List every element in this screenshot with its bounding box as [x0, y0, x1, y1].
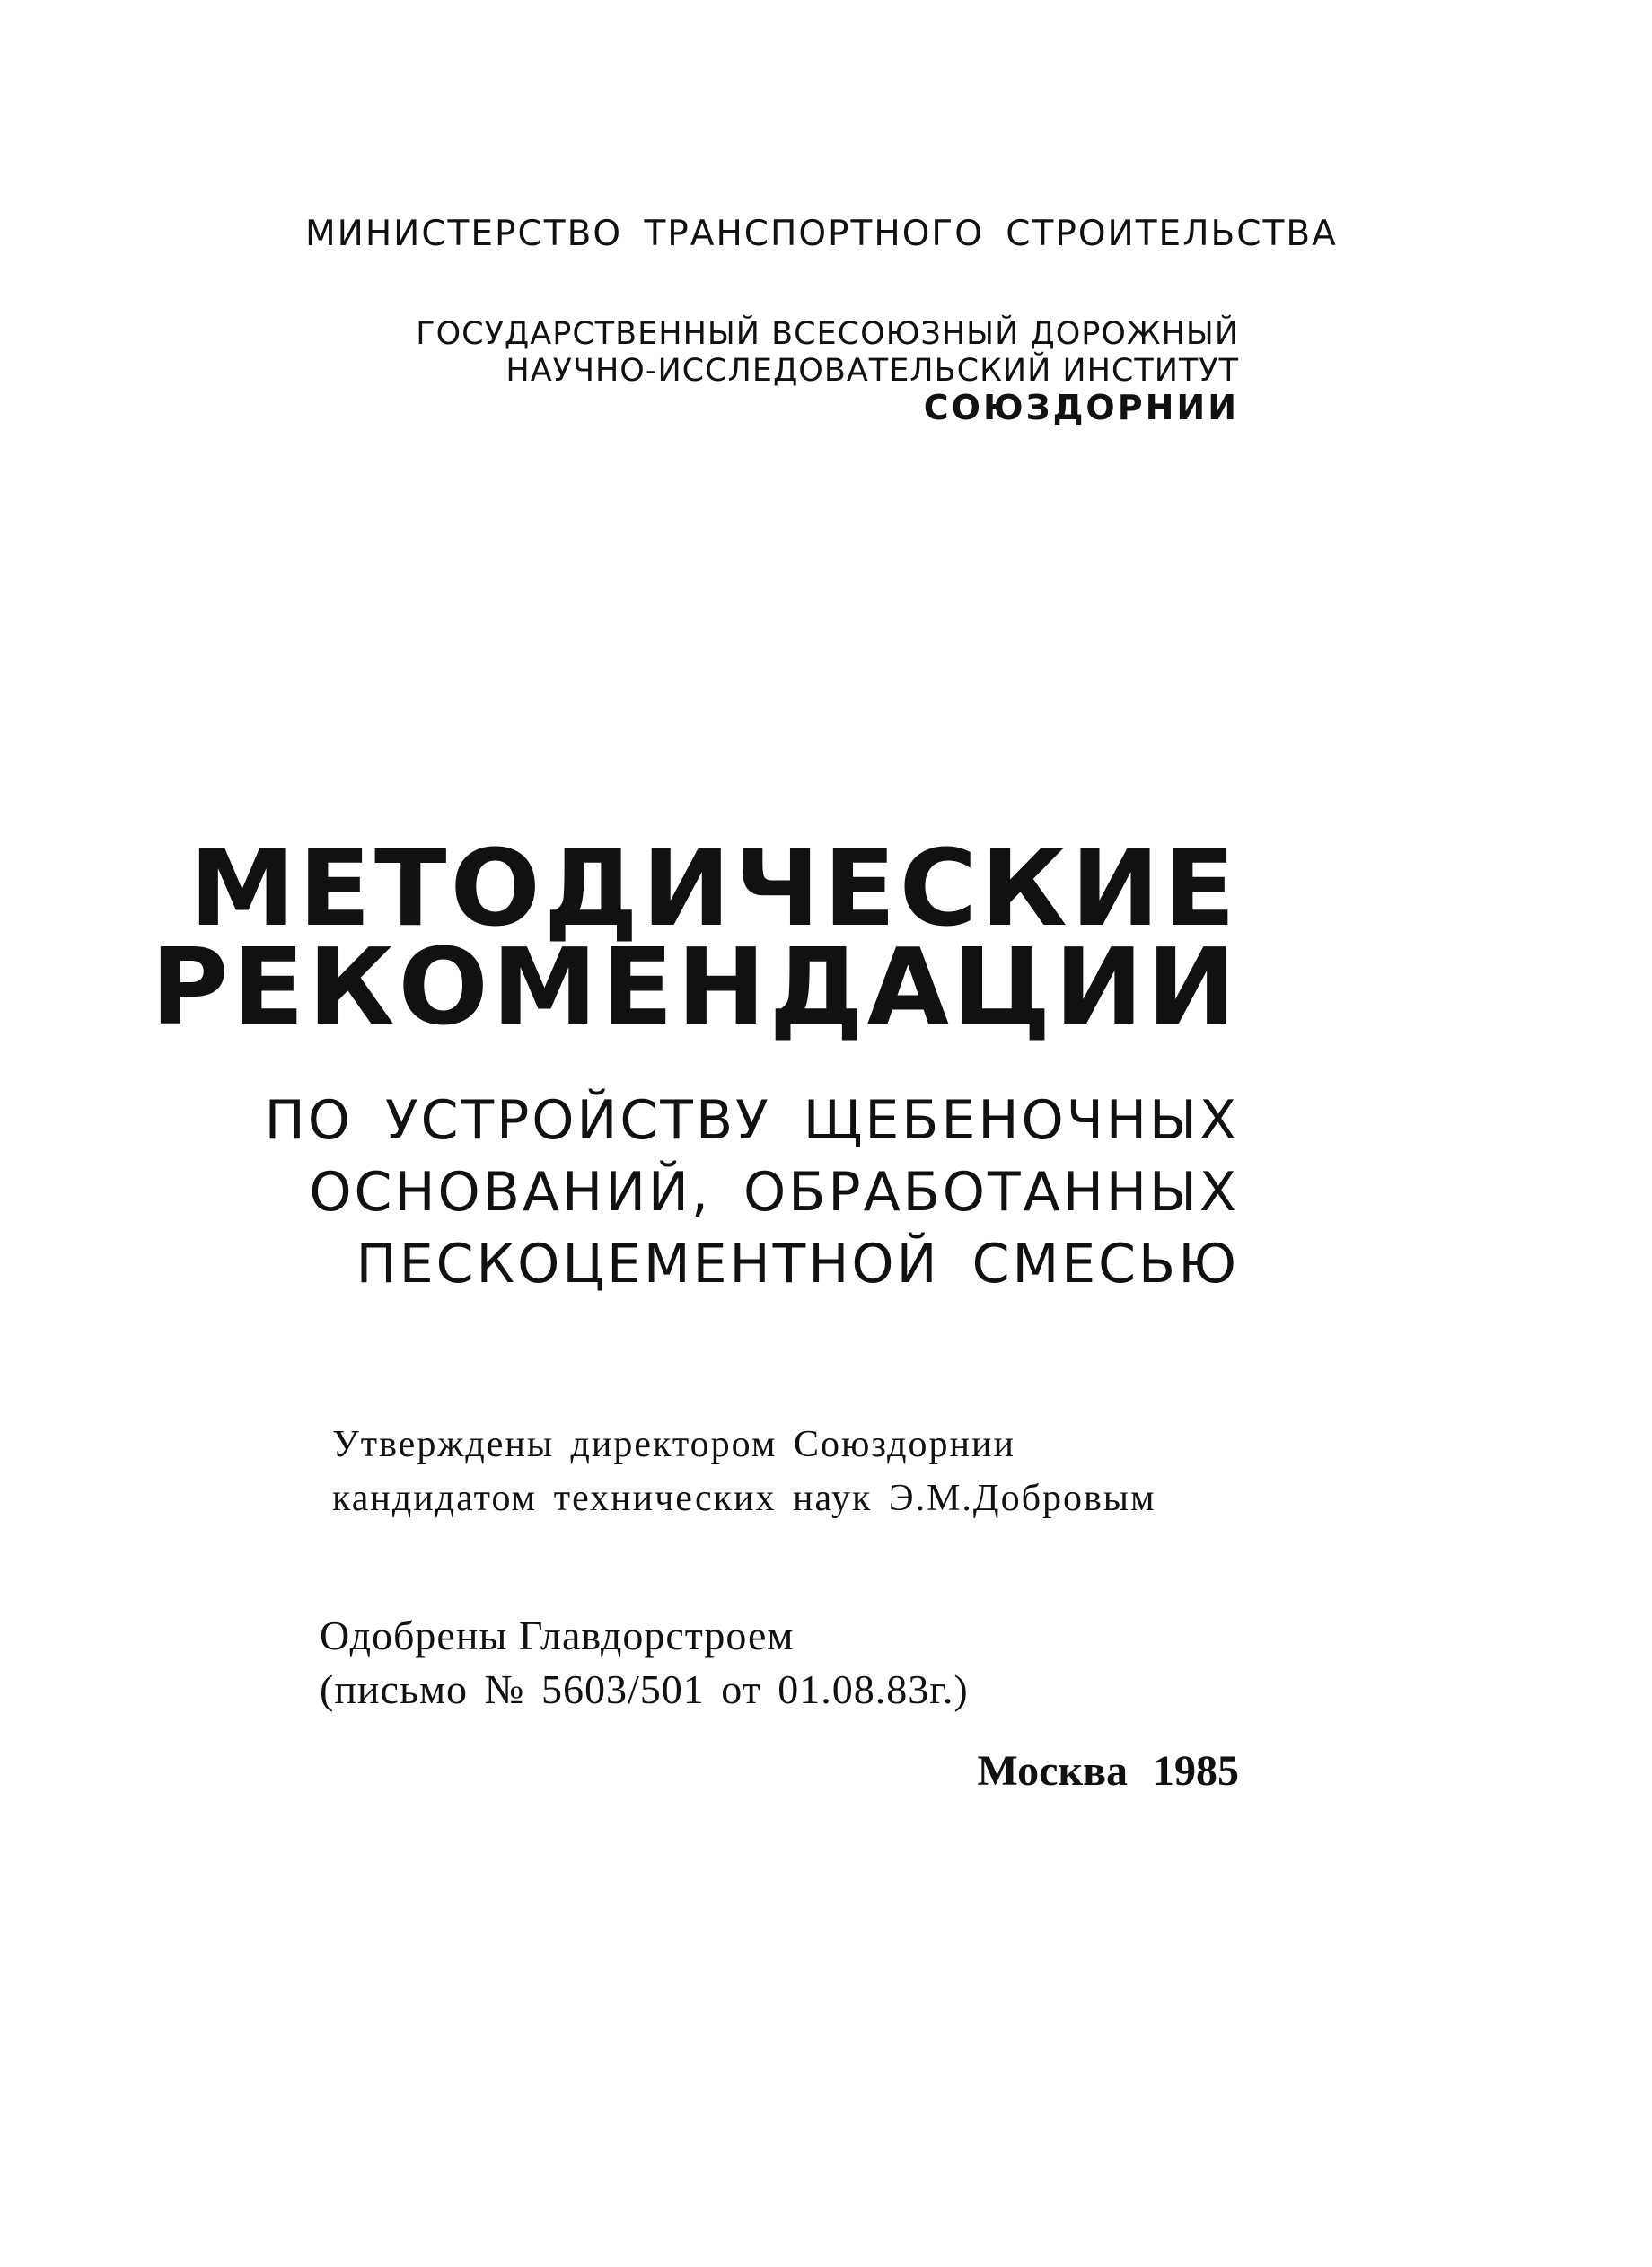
- document-title-line2: РЕКОМЕНДАЦИИ: [150, 925, 1239, 1049]
- institute-abbreviation: СОЮЗДОРНИИ: [923, 388, 1239, 427]
- institute-name-line2: НАУЧНО-ИССЛЕДОВАТЕЛЬСКИЙ ИНСТИТУТ: [505, 353, 1239, 389]
- endorsement-line2: (письмо № 5603/501 от 01.08.83г.): [320, 1666, 969, 1712]
- document-subtitle-line2: ОСНОВАНИЙ, ОБРАБОТАННЫХ: [309, 1161, 1239, 1224]
- institute-name-line1: ГОСУДАРСТВЕННЫЙ ВСЕСОЮЗНЫЙ ДОРОЖНЫЙ: [416, 316, 1239, 352]
- document-title-line1: МЕТОДИЧЕСКИЕ: [189, 826, 1239, 950]
- publication-city-year: Москва 1985: [977, 1747, 1239, 1795]
- document-subtitle-line3: ПЕСКОЦЕМЕНТНОЙ СМЕСЬЮ: [356, 1233, 1239, 1296]
- endorsement-line1: Одобрены Главдорстроем: [320, 1612, 795, 1658]
- document-subtitle-line1: ПО УСТРОЙСТВУ ЩЕБЕНОЧНЫХ: [264, 1089, 1239, 1152]
- approval-line1: Утверждены директором Союздорнии: [332, 1424, 1015, 1465]
- approval-line2: кандидатом технических наук Э.М.Добровым: [332, 1478, 1156, 1519]
- ministry-name: МИНИСТЕРСТВО ТРАНСПОРТНОГО СТРОИТЕЛЬСТВА: [305, 214, 1338, 254]
